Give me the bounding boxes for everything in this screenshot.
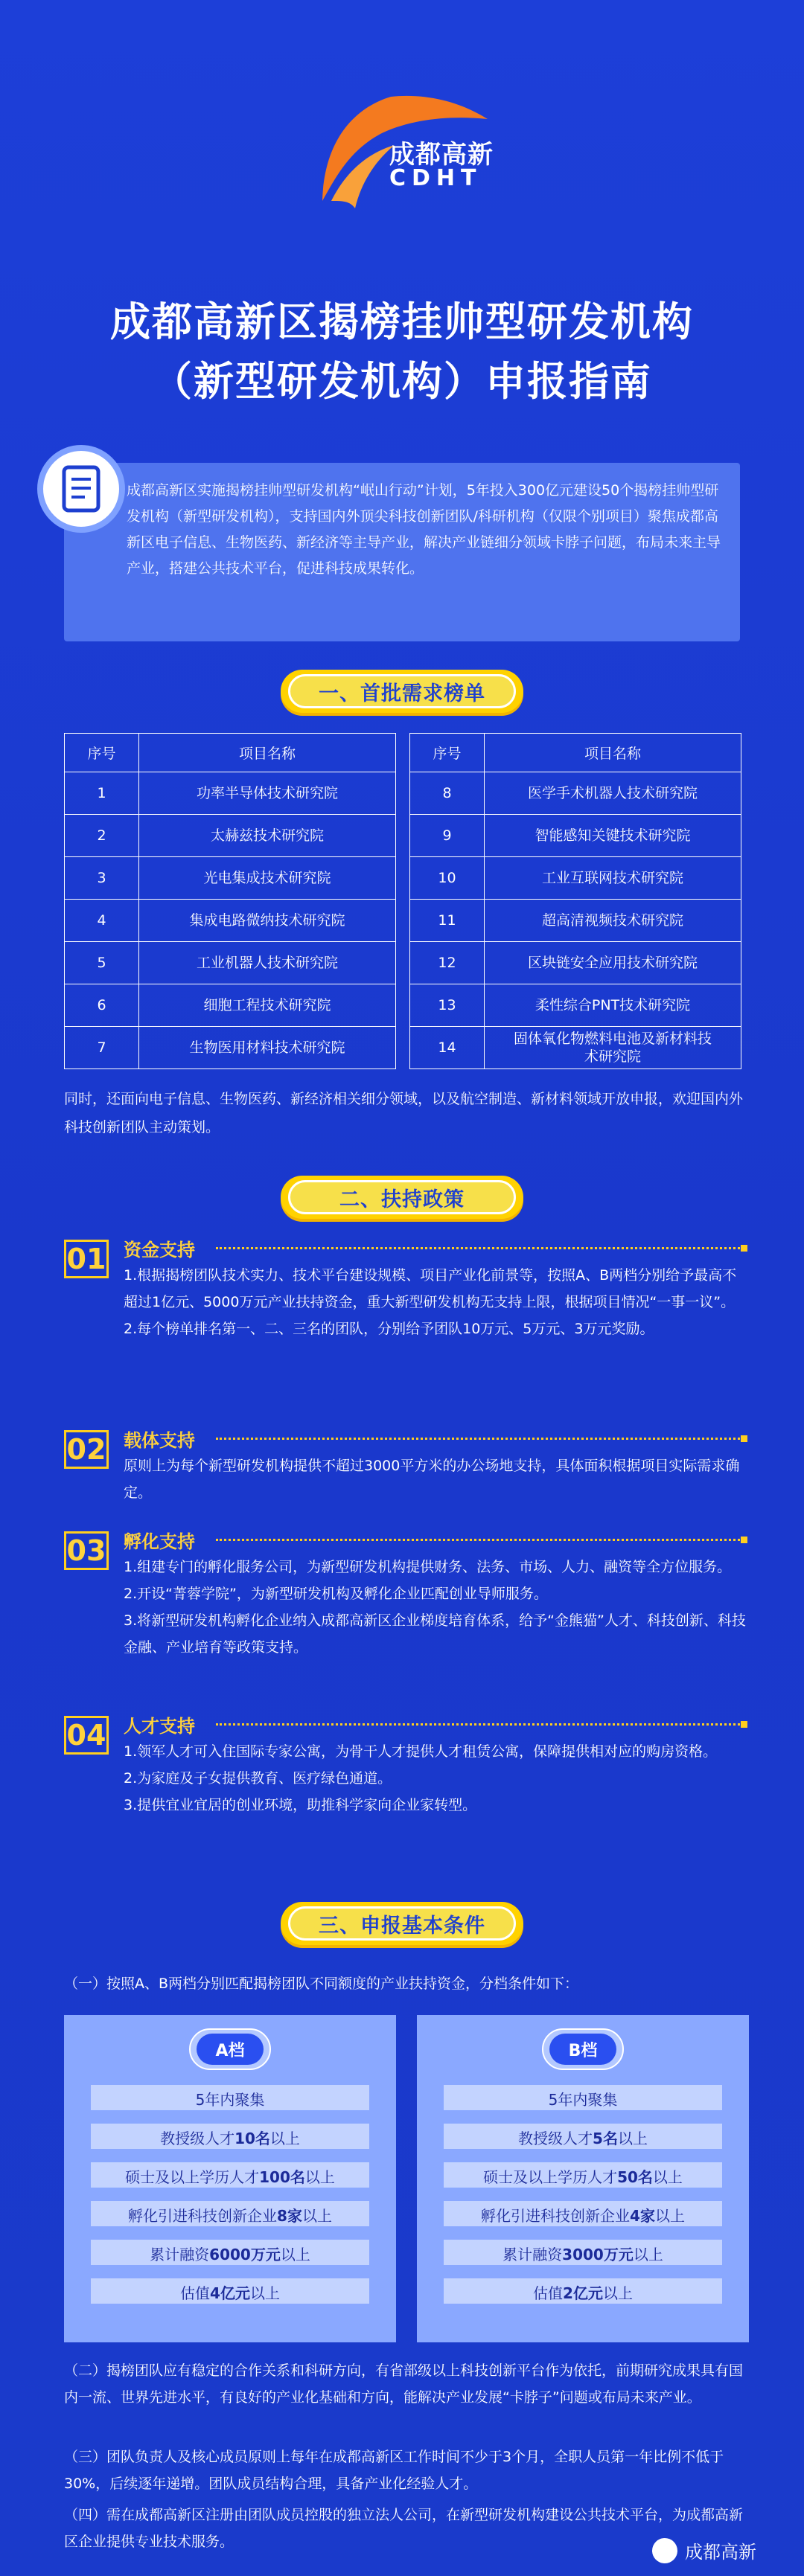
table-cell: 智能感知关键技术研究院 (485, 815, 741, 857)
tier-row-text: 累计融资 (150, 2246, 210, 2263)
tier-b-badge-label: B档 (549, 2034, 616, 2065)
logo-text-cn: 成都高新 (389, 140, 494, 170)
table-header-index: 序号 (65, 734, 139, 772)
table-cell: 12 (410, 942, 485, 984)
tier-row-text: 累计融资 (502, 2246, 563, 2263)
section-title-2-label: 二、扶持政策 (288, 1180, 516, 1214)
condition-item-3: （三）团队负责人及核心成员原则上每年在成都高新区工作时间不少于3个月，全职人员第一年比例不低于30%，后续逐年递增。团队成员结构合理，具备产业化经验人才。 (64, 2449, 724, 2492)
table-row (65, 1027, 396, 1069)
policy-text-funding (124, 1262, 749, 1342)
policy-line: 1.组建专门的孵化服务公司，为新型研发机构提供财务、法务、市场、人力、融资等全方位服务。 (124, 1559, 732, 1575)
table-cell: 4 (65, 900, 139, 942)
page-title-line2: （新型研发机构）申报指南 (152, 358, 652, 405)
policy-line: 2.每个榜单排名第一、二、三名的团队，分别给予团队10万元、5万元、3万元奖励。 (124, 1321, 654, 1337)
table-cell: 14 (410, 1027, 485, 1069)
table-cell: 工业机器人技术研究院 (139, 942, 396, 984)
policy-line: 原则上为每个新型研发机构提供不超过3000平方米的办公场地支持，具体面积根据项目实际需求确定。 (124, 1458, 740, 1501)
table-cell: 功率半导体技术研究院 (139, 772, 396, 815)
tier-row-value: 50名 (617, 2168, 653, 2186)
table-cell: 3 (65, 857, 139, 900)
policy-number-04: 04 (64, 1716, 109, 1755)
table-row (410, 772, 741, 815)
table-row (410, 942, 741, 984)
table-cell: 集成电路微纳技术研究院 (139, 900, 396, 942)
table-row (65, 815, 396, 857)
table-row (65, 772, 396, 815)
section-title-1 (281, 670, 523, 713)
policy-number-03: 03 (64, 1531, 109, 1570)
table-row (410, 984, 741, 1027)
section-title-2 (281, 1176, 523, 1219)
tier-b-badge (542, 2028, 624, 2070)
table-cell: 11 (410, 900, 485, 942)
table-row (410, 1027, 741, 1069)
watermark-text: 成都高新 (685, 2542, 756, 2563)
tier-row (417, 2165, 749, 2187)
conditions-intro: （一）按照A、B两档分别匹配揭榜团队不同额度的产业扶持资金，分档条件如下： (64, 1976, 579, 1992)
tier-row-text: 估值 (533, 2284, 564, 2302)
tier-row-value: 4家 (630, 2207, 655, 2225)
tier-row-text: 孵化引进科技创新企业 (128, 2207, 278, 2225)
table-header-project: 项目名称 (139, 734, 396, 772)
intro-paragraph: 成都高新区实施揭榜挂帅型研发机构“岷山行动”计划，5年投入300亿元建设50个揭榜挂帅型研发机构（新型研发机构），支持国内外顶尖科技创新团队/科研机构（仅限个别项目）聚焦成都高新区电子信息、生物医药、新经济等主导产业，解决产业链细分领域卡脖子问题，布局未来主导产业，搭建公共技术平台，促进科技成果转化。 (127, 482, 721, 577)
tier-row-suffix: 以上 (633, 2246, 663, 2263)
condition-item-4: （四）需在成都高新区注册由团队成员控股的独立法人公司，在新型研发机构建设公共技术平台，为成都高新区企业提供专业技术服务。 (64, 2507, 744, 2550)
tier-row (417, 2127, 749, 2148)
policy-title-incubation: 孵化支持 (124, 1531, 195, 1552)
section-title-3-label: 三、申报基本条件 (288, 1906, 516, 1941)
table-row (65, 857, 396, 900)
page-title-line1: 成都高新区揭榜挂帅型研发机构 (110, 298, 694, 345)
tier-row-suffix: 以上 (652, 2168, 683, 2186)
tier-row-suffix: 以上 (602, 2284, 633, 2302)
tier-row-value: 10名 (234, 2130, 270, 2147)
policy-line: 2.为家庭及子女提供教育、医疗绿色通道。 (124, 1770, 392, 1787)
table-cell: 7 (65, 1027, 139, 1069)
policy-divider (216, 1438, 744, 1440)
tier-row (417, 2088, 749, 2109)
tier-row-value: 8家 (277, 2207, 302, 2225)
table-row (410, 815, 741, 857)
tier-row-suffix: 以上 (654, 2207, 685, 2225)
table-cell: 10 (410, 857, 485, 900)
tier-row (64, 2088, 396, 2109)
policy-divider (216, 1723, 744, 1726)
policy-line: 3.提供宜业宜居的创业环境，助推科学家向企业家转型。 (124, 1797, 477, 1813)
watermark (652, 2537, 756, 2563)
table-cell: 13 (410, 984, 485, 1027)
demand-table-left (64, 733, 396, 1069)
policy-title-funding: 资金支持 (124, 1240, 195, 1260)
table-cell: 超高清视频技术研究院 (485, 900, 741, 942)
tier-row (64, 2204, 396, 2226)
tier-a-badge (189, 2028, 271, 2070)
table-cell: 1 (65, 772, 139, 815)
table-cell: 细胞工程技术研究院 (139, 984, 396, 1027)
tier-row-text: 教授级人才 (160, 2130, 235, 2147)
tier-row (417, 2281, 749, 2303)
policy-line: 1.根据揭榜团队技术实力、技术平台建设规模、项目产业化前景等，按照A、B两档分别给予最高不超过1亿元、5000万元产业扶持资金，重大新型研发机构无支持上限，根据项目情况“一事一议”。 (124, 1267, 737, 1310)
tier-row (417, 2243, 749, 2264)
document-icon (37, 445, 125, 533)
tier-row-value: 3000万元 (562, 2246, 634, 2263)
table-row (65, 942, 396, 984)
tier-row-text: 孵化引进科技创新企业 (481, 2207, 631, 2225)
tier-row-suffix: 以上 (249, 2284, 280, 2302)
table-cell: 太赫兹技术研究院 (139, 815, 396, 857)
policy-line: 1.领军人才可入住国际专家公寓，为骨干人才提供人才租赁公寓，保障提供相对应的购房资格。 (124, 1743, 718, 1760)
tier-row-value: 100名 (259, 2168, 305, 2186)
tier-row (64, 2281, 396, 2303)
policy-line: 3.将新型研发机构孵化企业纳入成都高新区企业梯度培育体系，给予“金熊猫”人才、科技创新、科技金融、产业培育等政策支持。 (124, 1612, 746, 1656)
table-cell: 固体氧化物燃料电池及新材料技术研究院 (485, 1027, 741, 1069)
table-row (65, 984, 396, 1027)
table-cell: 区块链安全应用技术研究院 (485, 942, 741, 984)
table-row (410, 900, 741, 942)
tier-row-value: 2亿元 (563, 2284, 603, 2302)
table-cell: 8 (410, 772, 485, 815)
policy-text-incubation (124, 1554, 749, 1661)
tier-row-text: 教授级人才 (518, 2130, 593, 2147)
tier-b-card (417, 2015, 749, 2342)
section-title-3 (281, 1902, 523, 1945)
cdht-logo (302, 89, 502, 220)
policy-text-talent (124, 1738, 749, 1819)
tier-row (64, 2127, 396, 2148)
demand-table-right (409, 733, 741, 1069)
section-title-1-label: 一、首批需求榜单 (288, 674, 516, 708)
tier-row-suffix: 以上 (269, 2130, 300, 2147)
table-cell: 9 (410, 815, 485, 857)
tier-row-value: 6000万元 (209, 2246, 281, 2263)
tier-row-text: 5年内聚集 (195, 2091, 265, 2109)
policy-divider (216, 1247, 744, 1249)
policy-title-carrier: 载体支持 (124, 1430, 195, 1451)
table-cell: 工业互联网技术研究院 (485, 857, 741, 900)
tier-row (64, 2243, 396, 2264)
table-cell: 6 (65, 984, 139, 1027)
tier-row (64, 2165, 396, 2187)
tier-row-text: 硕士及以上学历人才 (483, 2168, 618, 2186)
tier-row-value: 4亿元 (210, 2284, 250, 2302)
intro-text (127, 478, 730, 582)
table-row (65, 900, 396, 942)
table-cell: 柔性综合PNT技术研究院 (485, 984, 741, 1027)
policy-divider (216, 1539, 744, 1541)
table-cell: 5 (65, 942, 139, 984)
wechat-account-icon (652, 2538, 677, 2563)
table-header-index: 序号 (410, 734, 485, 772)
policy-line: 2.开设“菁蓉学院”，为新型研发机构及孵化企业匹配创业导师服务。 (124, 1586, 548, 1602)
open-application-note: 同时，还面向电子信息、生物医药、新经济相关细分领域，以及航空制造、新材料领域开放申报，欢迎国内外科技创新团队主动策划。 (64, 1091, 744, 1135)
tier-row-value: 5名 (593, 2130, 618, 2147)
tier-row-suffix: 以上 (280, 2246, 310, 2263)
policy-text-carrier (124, 1452, 749, 1506)
tier-row-suffix: 以上 (304, 2168, 335, 2186)
condition-item-2: （二）揭榜团队应有稳定的合作关系和科研方向，有省部级以上科技创新平台作为依托，前期研究成果具有国内一流、世界先进水平，有良好的产业化基础和方向，能解决产业发展“卡脖子”问题或布局未来产业。 (64, 2362, 744, 2406)
tier-row (417, 2204, 749, 2226)
tier-a-card (64, 2015, 396, 2342)
table-cell: 生物医用材料技术研究院 (139, 1027, 396, 1069)
table-row (410, 857, 741, 900)
tier-row-text: 硕士及以上学历人才 (125, 2168, 260, 2186)
table-cell: 医学手术机器人技术研究院 (485, 772, 741, 815)
policy-title-talent: 人才支持 (124, 1716, 195, 1737)
policy-number-02: 02 (64, 1430, 109, 1469)
logo-text-en: CDHT (389, 165, 482, 191)
tier-a-badge-label: A档 (197, 2034, 264, 2065)
policy-number-01: 01 (64, 1240, 109, 1278)
tier-row-suffix: 以上 (302, 2207, 332, 2225)
tier-row-text: 5年内聚集 (548, 2091, 618, 2109)
table-cell: 光电集成技术研究院 (139, 857, 396, 900)
tier-row-suffix: 以上 (617, 2130, 648, 2147)
table-cell: 2 (65, 815, 139, 857)
table-header-project: 项目名称 (485, 734, 741, 772)
tier-row-text: 估值 (180, 2284, 211, 2302)
